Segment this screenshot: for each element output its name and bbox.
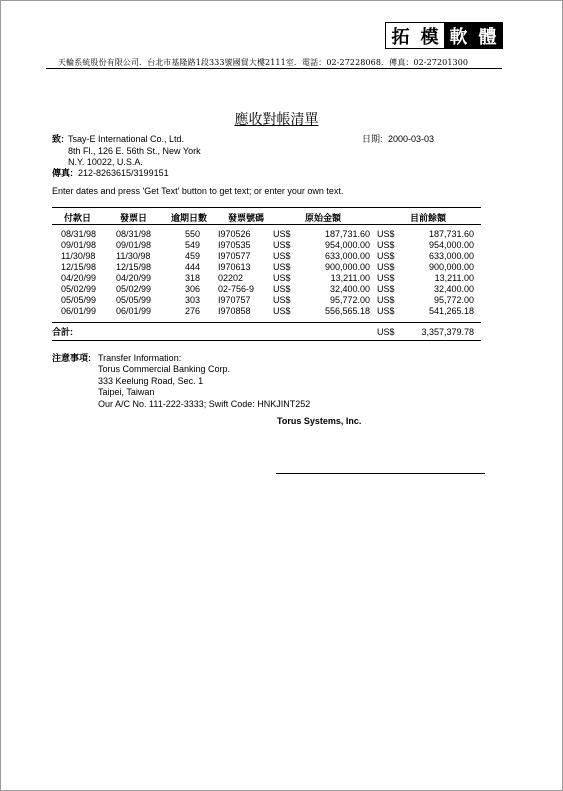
balance-cell: 95,772.00 [433, 295, 474, 305]
table-header-rule [52, 224, 481, 225]
table-row [0, 273, 563, 284]
currency-cell: US$ [273, 273, 291, 283]
original-amount-cell: 954,000.00 [324, 240, 370, 250]
invoice-date-cell: 06/01/99 [116, 306, 152, 316]
signature-company: Torus Systems, Inc. [277, 416, 362, 426]
notes-label: 注意事項: [52, 353, 91, 363]
days-cell: 276 [185, 306, 201, 316]
balance-cell: 541,265.18 [428, 306, 474, 316]
currency-cell: US$ [273, 284, 291, 294]
fax-label: 傳真: [52, 168, 73, 178]
pay-date-cell: 12/15/98 [61, 262, 97, 272]
balance-cell: 13,211.00 [434, 273, 474, 283]
invoice-number-cell: I970858 [218, 306, 251, 316]
pay-date-cell: 05/02/99 [61, 284, 97, 294]
days-cell: 444 [185, 262, 201, 272]
invoice-date-cell: 08/31/98 [116, 229, 152, 239]
header-divider [46, 68, 502, 69]
pay-date-cell: 11/30/98 [61, 251, 96, 261]
fax-number: 212-8263615/3199151 [78, 168, 169, 178]
date-value: 2000-03-03 [388, 134, 435, 144]
invoice-date-cell: 04/20/99 [116, 273, 152, 283]
currency-cell: US$ [273, 295, 291, 305]
invoice-number-cell: I970535 [218, 240, 251, 250]
logo-char: 模 [420, 26, 439, 48]
table-row [0, 306, 563, 317]
logo-plain-part [386, 23, 444, 48]
header-original-amount: 原始金額 [305, 213, 342, 223]
currency-cell: US$ [273, 229, 291, 239]
to-label: 致: [52, 134, 64, 144]
table-row [0, 240, 563, 251]
invoice-number-cell: I970757 [218, 295, 251, 305]
currency-cell: US$ [273, 240, 291, 250]
header-invoice-number: 發票號碼 [228, 213, 265, 223]
signature-line [276, 473, 485, 474]
total-value: 3,357,379.78 [421, 327, 474, 337]
notes-line: Transfer Information: [98, 353, 182, 363]
invoice-number-cell: 02-756-9 [218, 284, 255, 294]
balance-cell: 900,000.00 [428, 262, 474, 272]
notes-line: 333 Keelung Road, Sec. 1 [98, 376, 204, 386]
currency-cell: US$ [377, 306, 395, 316]
table-body [0, 229, 563, 317]
days-cell: 318 [185, 273, 201, 283]
header-pay-date: 付款日 [64, 213, 92, 223]
invoice-number-cell: I970526 [218, 229, 251, 239]
currency-cell: US$ [377, 295, 395, 305]
original-amount-cell: 13,211.00 [330, 273, 370, 283]
notes-line: Torus Commercial Banking Corp. [98, 364, 231, 374]
currency-cell: US$ [273, 306, 291, 316]
balance-cell: 32,400.00 [433, 284, 474, 294]
balance-cell: 954,000.00 [428, 240, 474, 250]
table-body-rule [52, 322, 481, 323]
total-currency: US$ [377, 327, 395, 337]
currency-cell: US$ [377, 262, 395, 272]
pay-date-cell: 04/20/99 [61, 273, 97, 283]
instruction-text: Enter dates and press 'Get Text' button to get text; or enter your own text. [52, 186, 344, 196]
table-row [0, 262, 563, 273]
currency-cell: US$ [273, 262, 291, 272]
logo-char: 體 [478, 26, 497, 48]
invoice-date-cell: 09/01/98 [116, 240, 152, 250]
invoice-number-cell: 02202 [218, 273, 244, 283]
company-logo [385, 22, 503, 49]
total-label: 合計: [52, 327, 73, 337]
invoice-date-cell: 05/02/99 [116, 284, 152, 294]
currency-cell: US$ [377, 240, 395, 250]
invoice-number-cell: I970613 [218, 262, 251, 272]
original-amount-cell: 187,731.60 [324, 229, 370, 239]
notes-line: Taipei, Taiwan [98, 387, 155, 397]
currency-cell: US$ [377, 284, 395, 294]
header-days-overdue: 逾期日數 [171, 213, 208, 223]
pay-date-cell: 09/01/98 [61, 240, 97, 250]
invoice-date-cell: 11/30/98 [116, 251, 151, 261]
pay-date-cell: 06/01/99 [61, 306, 97, 316]
recipient-address-line2: N.Y. 10022, U.S.A. [68, 157, 143, 167]
recipient-name: Tsay-E International Co., Ltd. [68, 134, 185, 144]
days-cell: 549 [185, 240, 201, 250]
currency-cell: US$ [273, 251, 291, 261]
original-amount-cell: 633,000.00 [324, 251, 370, 261]
logo-char: 拓 [391, 26, 410, 48]
days-cell: 306 [185, 284, 201, 294]
header-invoice-date: 發票日 [120, 213, 148, 223]
table-row [0, 251, 563, 262]
table-row [0, 295, 563, 306]
currency-cell: US$ [377, 273, 395, 283]
invoice-date-cell: 12/15/98 [116, 262, 152, 272]
company-info-line: 天輪系統股份有限公司．台北市基隆路1段333號國貿大樓2111室．電話：02-27228068．傳真：02-27201300 [58, 58, 469, 67]
days-cell: 459 [185, 251, 201, 261]
original-amount-cell: 32,400.00 [329, 284, 370, 294]
logo-char: 軟 [449, 26, 468, 48]
pay-date-cell: 08/31/98 [61, 229, 97, 239]
balance-cell: 187,731.60 [428, 229, 474, 239]
recipient-address-line1: 8th Fl., 126 E. 56th St., New York [68, 146, 201, 156]
table-bottom-rule [52, 340, 481, 341]
logo-inverted-part [444, 23, 502, 48]
invoice-date-cell: 05/05/99 [116, 295, 152, 305]
days-cell: 550 [185, 229, 201, 239]
original-amount-cell: 556,565.18 [324, 306, 370, 316]
table-row [0, 284, 563, 295]
days-cell: 303 [185, 295, 201, 305]
pay-date-cell: 05/05/99 [61, 295, 97, 305]
currency-cell: US$ [377, 251, 395, 261]
original-amount-cell: 95,772.00 [329, 295, 370, 305]
table-row [0, 229, 563, 240]
currency-cell: US$ [377, 229, 395, 239]
notes-line: Our A/C No. 111-222-3333; Swift Code: HNKJINT252 [98, 399, 311, 409]
date-label: 日期: [362, 134, 383, 144]
original-amount-cell: 900,000.00 [324, 262, 370, 272]
invoice-number-cell: I970577 [218, 251, 251, 261]
balance-cell: 633,000.00 [428, 251, 474, 261]
table-top-rule [52, 207, 481, 208]
header-current-balance: 目前餘額 [410, 213, 447, 223]
document-title: 應收對帳清單 [234, 112, 319, 128]
